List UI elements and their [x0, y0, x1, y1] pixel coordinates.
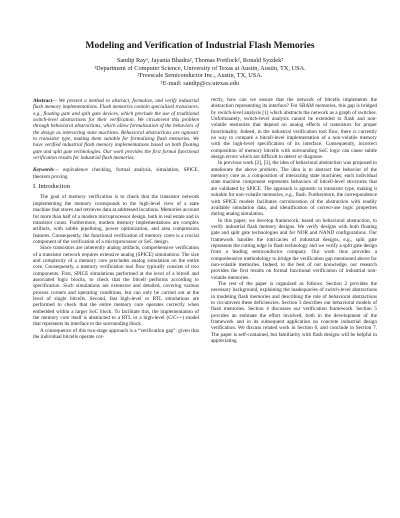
- paragraph: In previous work [2], [3], the idea of behavioral abstraction was proposed to ameliorate the above problem. The idea is to abstract the behavior of the memory core as a composition of interacting state machines; each individual state machine component represents behaviors of bitcell-level structures that are validated by SPICE. The approach is agnostic to transistor type, making it suitable for non-volatile memories, e.g., flash. Furthermore, the correspondence with SPICE models facilitates corroboration of the abstraction with readily available simulation data, and identification of correct-use logic properties during analog simulation.: [211, 160, 377, 218]
- paper-title: Modeling and Verification of Industrial Flash Memories: [85, 40, 315, 51]
- paragraph: A consequence of this two-stage approach is a “verification gap”: given that the individual bitcells operate cor-: [33, 327, 199, 341]
- keywords-label: Keywords: [33, 167, 54, 174]
- right-column: [211, 97, 377, 344]
- section-heading-introduction: I. Introduction: [33, 183, 70, 191]
- left-column: [33, 98, 199, 340]
- paragraph: The rest of the paper is organized as follows. Section 2 provides the necessary background, explaining the inadequacies of switch-level abstractions in modeling flash memories and describing the role of behavioral abstractions to circumvent these deficiencies. Section 3 describes our behavioral models of flash memories. Section 4 discusses our verification framework. Section 5 provides an estimate the effort involved, both in the development of the framework and in its subsequent application on concrete industrial design verification. We discuss related work in Section 6, and conclude in Section 7. The paper is self-contained, but familiarity with flash designs will be helpful in appreciating: [211, 280, 377, 345]
- affiliation-2: ²Freescale Semiconductor Inc., Austin, TX, USA.: [137, 72, 263, 80]
- author-block: [0, 57, 400, 87]
- paragraph: Since transistors are inherently analog artifacts, comprehensive verification of a transistor network requires extensive analog (SPICE) simulations. The size and complexity of a memory core precludes analog simulation on the entire core. Consequently, a memory verification tool flow typically consists of two components. First, SPICE simulations performed at the level of a bitcell and associated logic blocks, to check that the bitcell performs according to specification. Such simulations are extensive and detailed, covering various process corners and operating conditions, but can only be carried out at the level of single bitcells. Second, fast high-level or RTL simulations are performed to check that the entire memory core operates correctly when embedded within a larger SoC block. To facilitate this, the implementation of the memory core itself is abstracted to a RTL or a high-level (C/C++) model that represents its interface to the surrounding block.: [33, 245, 199, 328]
- abstract-label: Abstract: [33, 98, 53, 104]
- abstract-text: — We present a method to abstract, formalize, and verify industrial flash memory implementations. Flash memories contain specialized transistors, e.g., floating gate and split gate devices, which preclude the use of traditional switch-level abstractions for their verification. We circumvent this problem through behavioral abstractions, which allow formalization of the behaviors of the design as interacting state machines. Behavioral abstractions are agnostic to transistor type, making them suitable for formalizing flash memories. We have verified industrial flash memory implementations based on both floating gate and split gate technologies. Our work provides the first formal functional verification results for industrial flash memories.: [33, 98, 199, 162]
- paragraph: In this paper, we develop framework, based on behavioral abstraction, to verify industrial flash memory designs. We verify designs with both floating gate and split gate technologies and for NOR and NAND configurations. Our framework handles the intricacies of industrial designs, e.g., split gate represents the cutting edge in flash technology and we verify a split gate design from a leading semiconductor company. Our work thus provides a comprehensive methodology to bridge the verification gap mentioned above for non-volatile memories. Indeed, to the best of our knowledge, our research provides the first results on formal functional verification of industrial non-volatile memories.: [211, 217, 377, 281]
- paragraph: The goal of memory verification is to check that the transistor network implementing the memory corresponds to the high-level view of a state machine that stores and retrieves data at addressed locations. Memories account for more than half of a modern microprocessor design, both in real estate and in transistor count. Furthermore, modern memory implementations are complex artifacts, with subtle pipelining, power optimization, and area compression features. Consequently, the functional verification of memory cores is a crucial component of the verification of a microprocessor or SoC design.: [33, 194, 199, 245]
- abstract: [33, 98, 199, 161]
- affiliation-1: ¹Department of Computer Science, University of Texas at Austin, Austin, TX, USA.: [94, 64, 306, 72]
- authors-line: Sandip Ray¹, Jayanta Bhadra², Thomas Portlock², Ronald Syzdek²: [116, 57, 284, 64]
- paragraph: rectly, how can we ensure that the network of bitcells implements the abstraction representing its interface? For SRAM memories, this gap is bridged by switch-level analysis [1] which abstracts the network as a graph of switches. Unfortunately, switch-level analysis cannot be extended to flash and non-volatile memories that depend on analog effects of transistors for proper functionality. Indeed, in the industrial verification tool flow, there is currently no way to compare a bitcell-level implementation of a non-volatile memory with the high-level specification of its interface. Consequently, incorrect composition of memory bitcells with surrounding SoC logic can cause subtle design errors which are difficult to detect or diagnose.: [211, 97, 377, 161]
- keywords: [33, 167, 199, 180]
- email-line: ¹E-mail: sandip@cs.utexas.edu: [160, 79, 240, 87]
- keywords-text: — equivalence checking, formal analysis, simulation, SPICE, theorem proving: [33, 167, 199, 180]
